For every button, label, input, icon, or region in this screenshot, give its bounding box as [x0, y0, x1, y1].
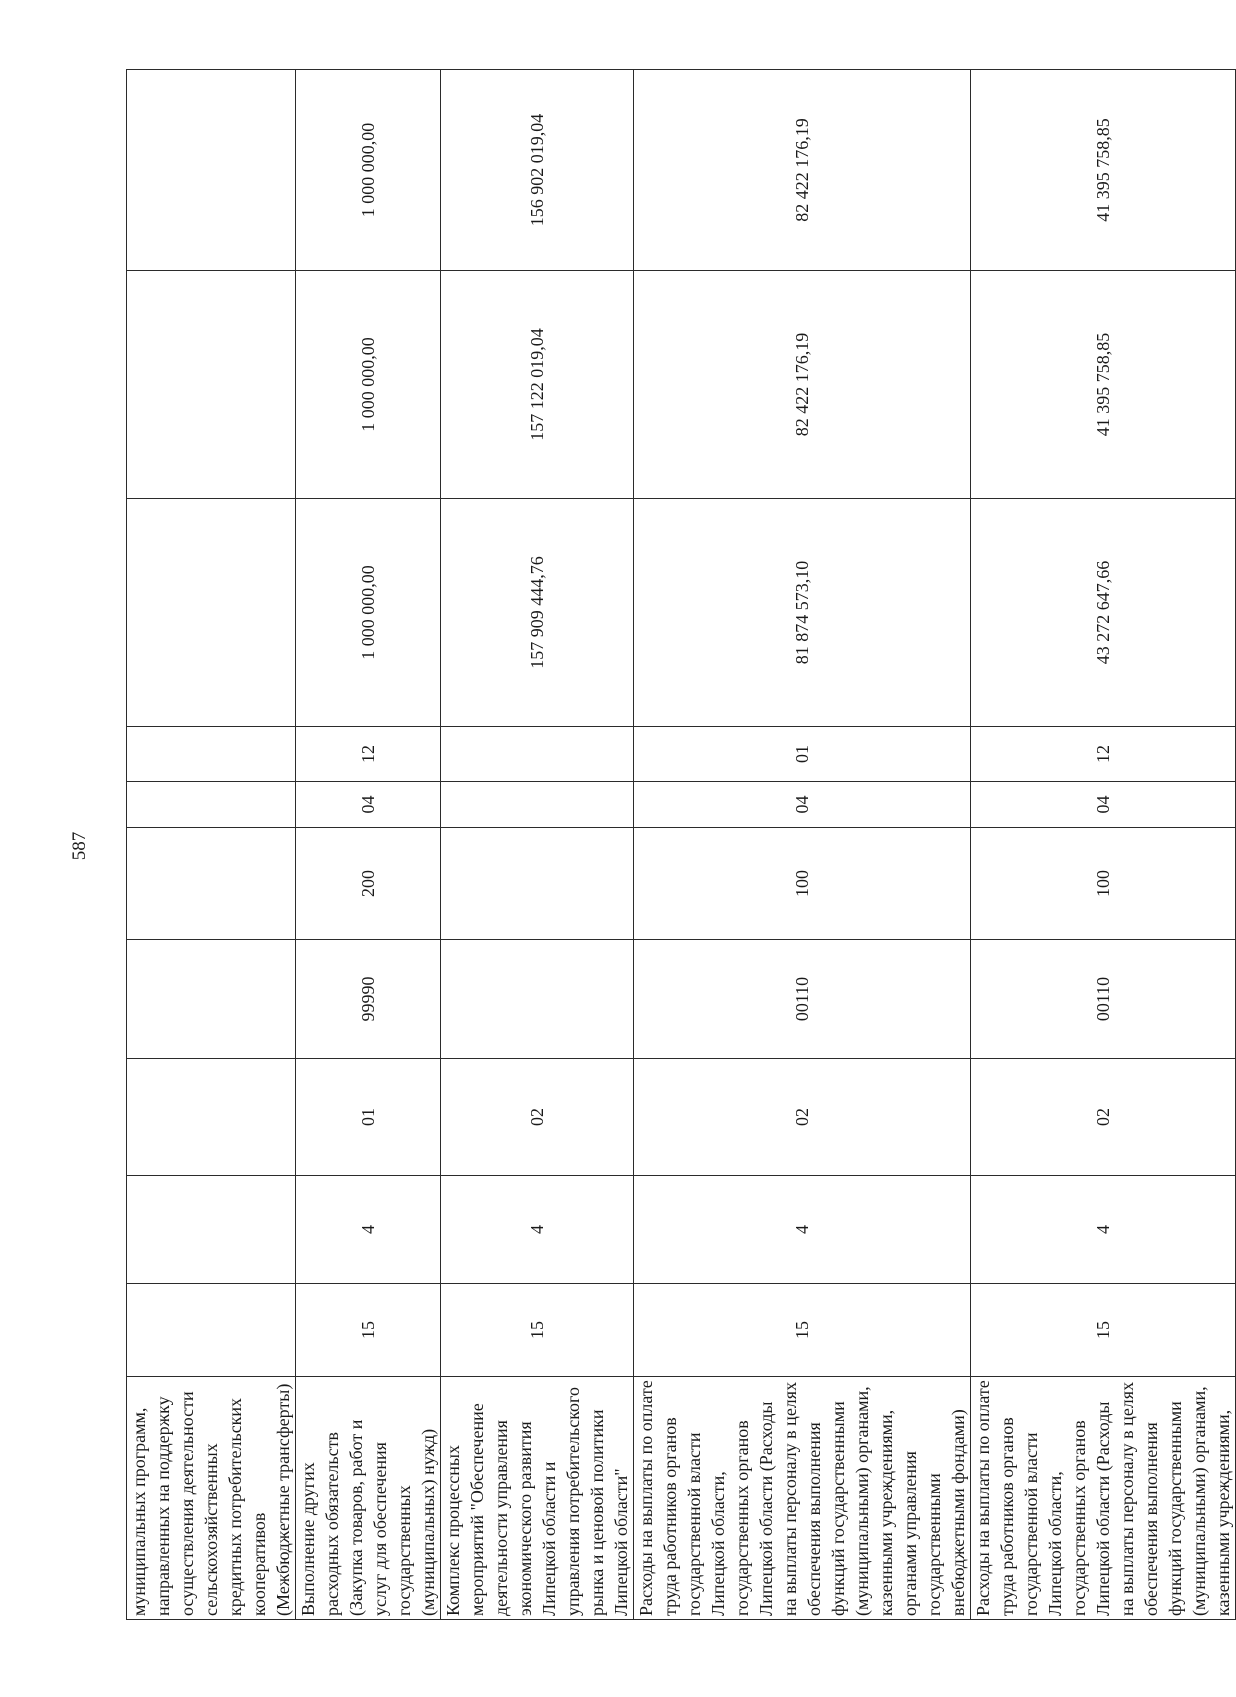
amount-cell-3: 82 422 176,19 [634, 70, 971, 271]
code-cell-5 [441, 828, 634, 940]
code-cell-7 [127, 727, 296, 782]
amount-cell-3: 156 902 019,04 [441, 70, 634, 271]
page-number: 587 [69, 831, 90, 861]
amount-cell-2 [127, 271, 296, 499]
code-cell-7: 12 [296, 727, 441, 782]
code-cell-1: 15 [634, 1284, 971, 1377]
code-cell-7: 01 [634, 727, 971, 782]
code-cell-2: 4 [296, 1176, 441, 1284]
code-cell-5 [127, 828, 296, 940]
amount-cell-3 [127, 70, 296, 271]
code-cell-1: 15 [296, 1284, 441, 1377]
code-cell-3 [127, 1059, 296, 1176]
code-cell-6: 04 [296, 782, 441, 828]
table-row [127, 70, 296, 1620]
code-cell-2: 4 [971, 1176, 1236, 1284]
row-name-cell: муниципальных программ, направленных на поддержку осуществления деятельности сельскохозяйственных кредитных потребительских кооперативов (Межбюджетные трансферты) [127, 1377, 296, 1620]
row-name-cell: Расходы на выплаты по оплате труда работников органов государственной власти Липецкой области, государственных органов Липецкой области (Расходы на выплаты персоналу в целях обеспечения выполнения функций государственными (муниципальными) органами, казенными учреждениями, [971, 1377, 1236, 1620]
amount-cell-1 [127, 499, 296, 727]
amount-cell-1: 81 874 573,10 [634, 499, 971, 727]
code-cell-1 [127, 1284, 296, 1377]
row-name-cell: Расходы на выплаты по оплате труда работников органов государственной власти Липецкой области, государственных органов Липецкой области (Расходы на выплаты персоналу в целях обеспечения выполнения функций государственными (муниципальными) органами, казенными учреждениями, органами управления государственными внебюджетными фондами) [634, 1377, 971, 1620]
code-cell-4: 00110 [634, 940, 971, 1059]
code-cell-3: 02 [441, 1059, 634, 1176]
table-row [441, 70, 634, 1620]
code-cell-5: 100 [634, 828, 971, 940]
amount-cell-2: 41 395 758,85 [971, 271, 1236, 499]
amount-cell-3: 41 395 758,85 [971, 70, 1236, 271]
code-cell-2 [127, 1176, 296, 1284]
code-cell-7 [441, 727, 634, 782]
amount-cell-2: 157 122 019,04 [441, 271, 634, 499]
code-cell-2: 4 [634, 1176, 971, 1284]
amount-cell-2: 82 422 176,19 [634, 271, 971, 499]
amount-cell-1: 1 000 000,00 [296, 499, 441, 727]
code-cell-4: 99990 [296, 940, 441, 1059]
row-name-cell: Комплекс процессных мероприятий "Обеспечение деятельности управления экономического развития Липецкой области и управления потребительского рынка и ценовой политики Липецкой области" [441, 1377, 634, 1620]
code-cell-1: 15 [441, 1284, 634, 1377]
amount-cell-1: 157 909 444,76 [441, 499, 634, 727]
row-name-cell: Выполнение других расходных обязательств (Закупка товаров, работ и услуг для обеспечения государственных (муниципальных) нужд) [296, 1377, 441, 1620]
table-row [634, 70, 971, 1620]
code-cell-6 [127, 782, 296, 828]
code-cell-3: 01 [296, 1059, 441, 1176]
code-cell-3: 02 [971, 1059, 1236, 1176]
amount-cell-2: 1 000 000,00 [296, 271, 441, 499]
amount-cell-3: 1 000 000,00 [296, 70, 441, 271]
code-cell-4 [441, 940, 634, 1059]
amount-cell-1: 43 272 647,66 [971, 499, 1236, 727]
budget-table [126, 69, 1236, 1620]
code-cell-6 [441, 782, 634, 828]
code-cell-4: 00110 [971, 940, 1236, 1059]
code-cell-1: 15 [971, 1284, 1236, 1377]
code-cell-6: 04 [971, 782, 1236, 828]
code-cell-3: 02 [634, 1059, 971, 1176]
code-cell-7: 12 [971, 727, 1236, 782]
code-cell-2: 4 [441, 1176, 634, 1284]
code-cell-6: 04 [634, 782, 971, 828]
rotated-table-wrapper [126, 70, 1233, 1620]
code-cell-5: 100 [971, 828, 1236, 940]
code-cell-5: 200 [296, 828, 441, 940]
code-cell-4 [127, 940, 296, 1059]
table-row [296, 70, 441, 1620]
table-row [971, 70, 1236, 1620]
